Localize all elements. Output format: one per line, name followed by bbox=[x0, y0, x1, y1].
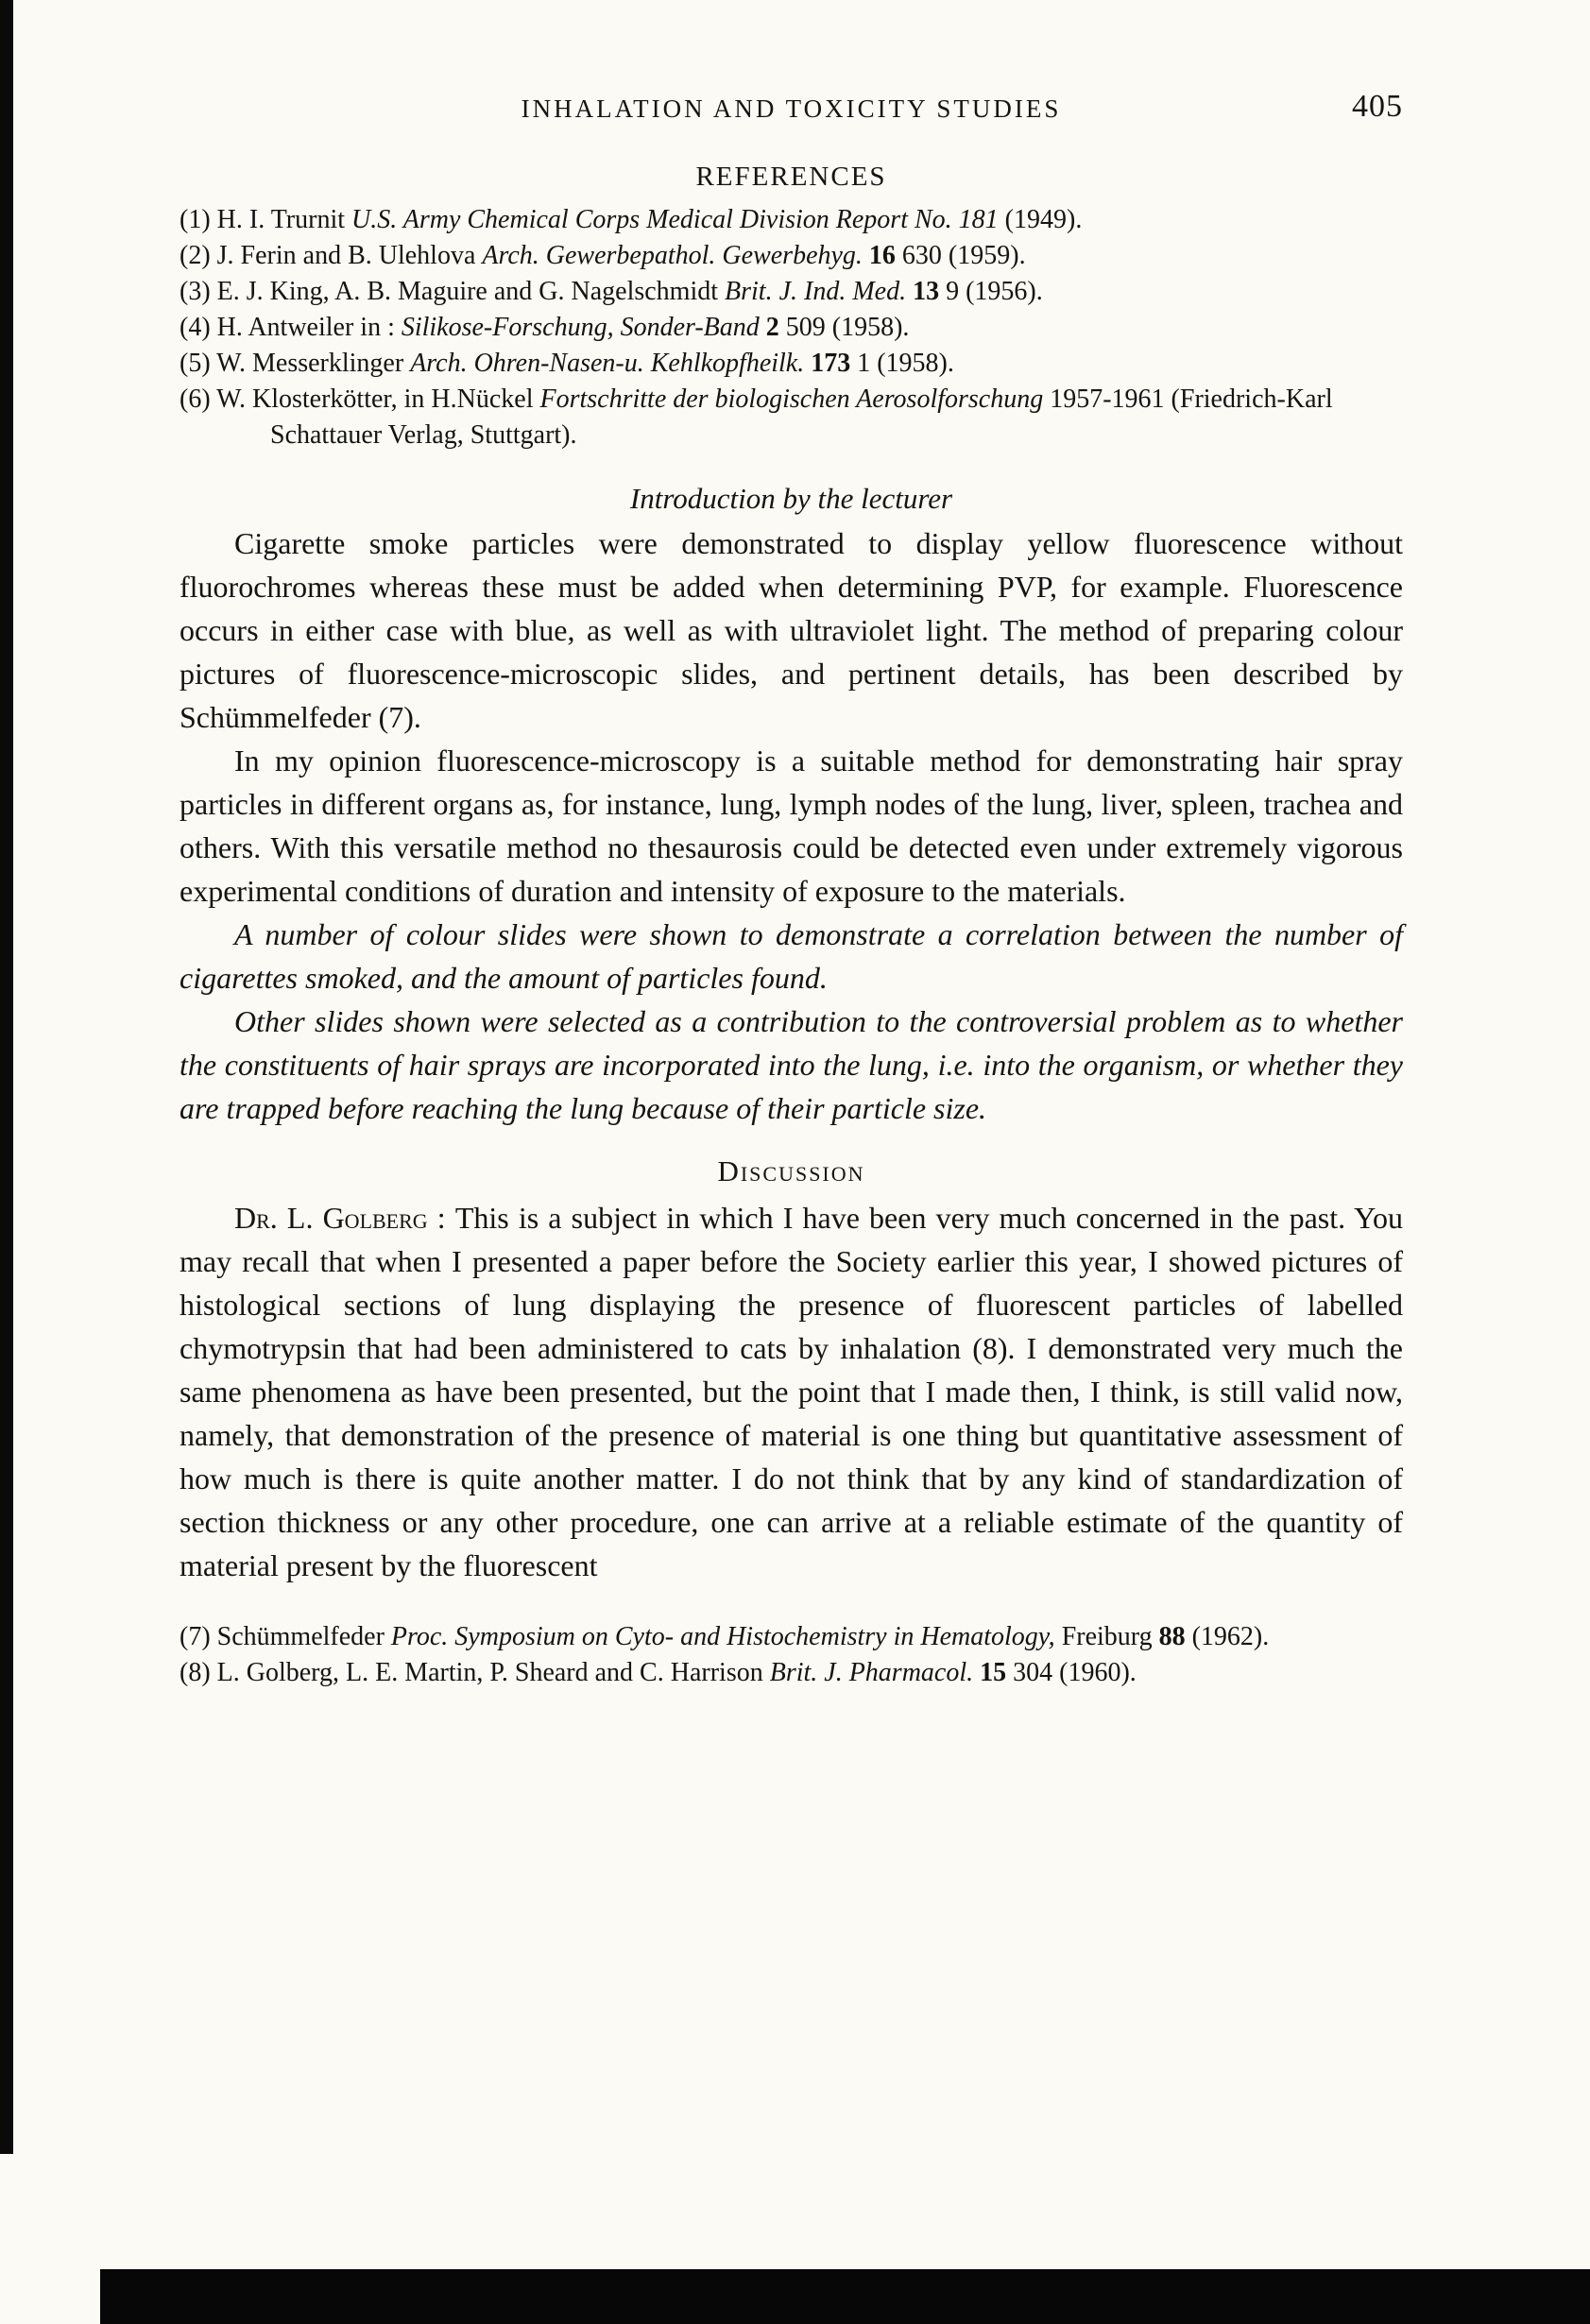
reference-item-2: (2) J. Ferin and B. Ulehlova Arch. Gewerbepathol. Gewerbehyg. 16 630 (1959). bbox=[180, 241, 1026, 270]
introduction-paragraph-4: Other slides shown were selected as a contribution to the controversial problem as to whether the constituents of hair sprays are incorporated into the lung, i.e. into the organism, or whether they are trapped before reaching the lung because of their particle size. bbox=[180, 1004, 1403, 1125]
footnotes bbox=[180, 1619, 1403, 1691]
reference-item-5: (5) W. Messerklinger Arch. Ohren-Nasen-u. Kehlkopfheilk. 173 1 (1958). bbox=[180, 349, 954, 378]
reference-item-3: (3) E. J. King, A. B. Maguire and G. Nagelschmidt Brit. J. Ind. Med. 13 9 (1956). bbox=[180, 277, 1043, 306]
footnote-item-7: (7) Schümmelfeder Proc. Symposium on Cyto- and Histochemistry in Hematology, Freiburg 88 (1962). bbox=[180, 1622, 1270, 1651]
introduction-paragraph-3: A number of colour slides were shown to demonstrate a correlation between the number of cigarettes smoked, and the amount of particles found. bbox=[180, 917, 1403, 995]
discussion-text: This is a subject in which I have been very much concerned in the past. You may recall that when I presented a paper before the Society earlier this year, I showed pictures of histological sections of lung displaying the presence of fluorescent particles of labelled chymotrypsin that had been administered to cats by inhalation (8). I demonstrated very much the same phenomena as have been presented, but the point that I made then, I think, is still valid now, namely, that demonstration of the presence of material is one thing but quantitative assessment of how much is there is quite another matter. I do not think that by any kind of standardization of section thickness or any other procedure, one can arrive at a reliable estimate of the quantity of material present by the fluorescent bbox=[180, 1201, 1403, 1582]
running-header bbox=[180, 89, 1403, 124]
introduction-heading: Introduction by the lecturer bbox=[629, 482, 953, 515]
reference-item-6: (6) W. Klosterkötter, in H.Nückel Fortschritte der biologischen Aerosolforschung 1957-1961 (Friedrich-Karl Schattauer Verlag, Stuttgart). bbox=[180, 384, 1333, 450]
page-number: 405 bbox=[1352, 89, 1403, 124]
discussion-paragraph bbox=[180, 1196, 1403, 1587]
references-list bbox=[180, 202, 1403, 453]
reference-item-4: (4) H. Antweiler in : Silikose-Forschung, Sonder-Band 2 509 (1958). bbox=[180, 313, 910, 342]
footnote-item-8: (8) L. Golberg, L. E. Martin, P. Sheard and C. Harrison Brit. J. Pharmacol. 15 304 (1960). bbox=[180, 1658, 1137, 1687]
reference-item-1: (1) H. I. Trurnit U.S. Army Chemical Corps Medical Division Report No. 181 (1949). bbox=[180, 205, 1083, 234]
introduction-paragraph-1: Cigarette smoke particles were demonstrated to display yellow fluorescence without fluorochromes whereas these must be added when determining PVP, for example. Fluorescence occurs in either case with blue, as well as with ultraviolet light. The method of preparing colour pictures of fluorescence-microscopic slides, and pertinent details, has been described by Schümmelfeder (7). bbox=[180, 526, 1403, 734]
discussion-heading: Discussion bbox=[717, 1154, 865, 1188]
running-header-title: INHALATION AND TOXICITY STUDIES bbox=[521, 94, 1062, 123]
scan-artifact-bottom-bar bbox=[100, 2269, 1590, 2324]
discussion-speaker: Dr. L. Golberg : bbox=[234, 1201, 455, 1235]
references-heading: REFERENCES bbox=[695, 162, 887, 192]
page-content bbox=[180, 89, 1403, 1691]
scan-artifact-left-edge bbox=[0, 0, 13, 2154]
introduction-paragraph-2: In my opinion fluorescence-microscopy is a suitable method for demonstrating hair spray particles in different organs as, for instance, lung, lymph nodes of the lung, liver, spleen, trachea and others. With this versatile method no thesaurosis could be detected even under extremely vigorous experimental conditions of duration and intensity of exposure to the materials. bbox=[180, 743, 1403, 908]
